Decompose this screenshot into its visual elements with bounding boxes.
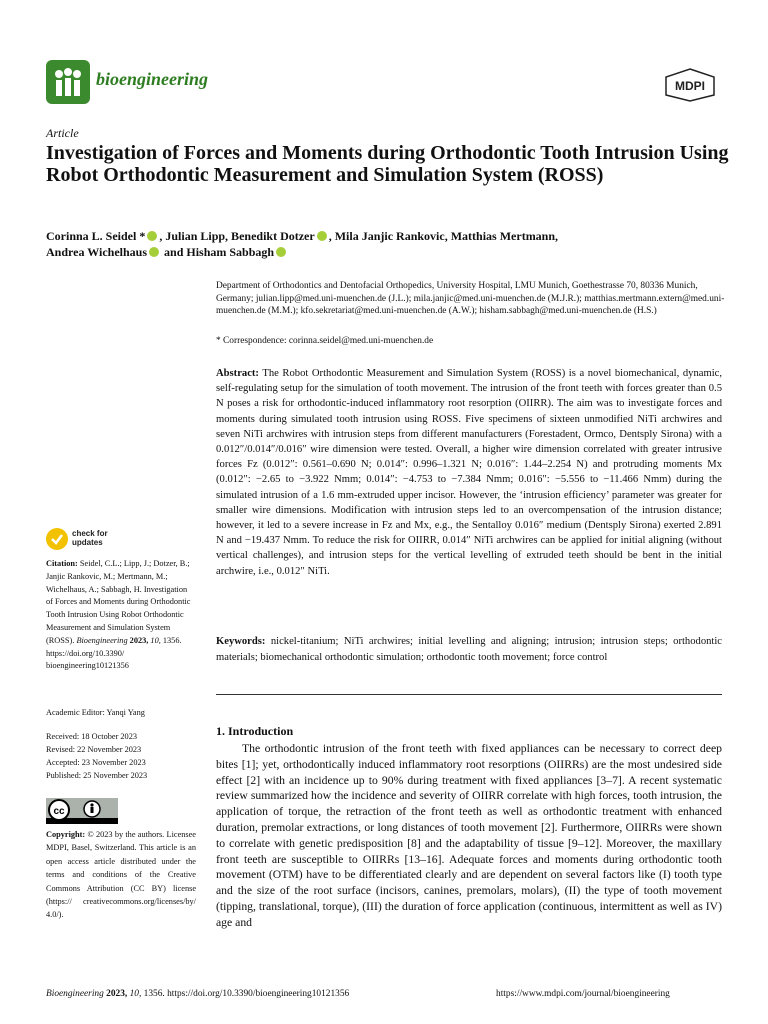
author-list: Corinna L. Seidel * , Julian Lipp, Benedikt Dotzer , Mila Janjic Rankovic, Matthias Mertmann, Andrea Wichelhaus and Hisham Sabbagh bbox=[46, 229, 559, 259]
article-type: Article bbox=[46, 126, 79, 140]
orcid-icon[interactable] bbox=[149, 247, 159, 257]
copyright-notice: Copyright: © 2023 by the authors. Licensee MDPI, Basel, Switzerland. This article is an open access article distributed under the terms and conditions of the Creative Commons Attribution (CC BY) license (https:// creativecommons.org/licenses/by/ 4.0/). bbox=[46, 830, 196, 920]
date-revised: Revised: 22 November 2023 bbox=[46, 745, 142, 754]
author-name[interactable]: Andrea Wichelhaus bbox=[46, 245, 148, 259]
journal-name: bioengineering bbox=[96, 69, 209, 89]
abstract-text: The Robot Orthodontic Measurement and Simulation System (ROSS) is a novel biomechanical, dynamic, self-regulating setup for the simulation of tooth movement. The intrusion of the front teeth with forces greater than 0.5 N poses a risk for orthodontic-induced inflammatory root resorption (OIIRR). The aim was to investigate forces and moments during simulated tooth intrusion using ROSS. Five specimens of sixteen unmodified NiTi archwires and seven NiTi archwires with intrusion steps from different manufacturers (Forestadent, Ormco, Dentsply Sirona) with a 0.012″/0.014″/0.016″ wire dimension were tested. Overall, a higher wire dimension correlated with greater intrusive forces Fz (0.012″: 0.561–0.690 N; 0.014″: 0.996–1.321 N; 0.016″: 1.44–2.254 N) and protruding moments Mx (0.012″: −2.65 to −3.922 Nmm; 0.014″: −4.753 to −7.384 Nmm; 0.016″: −5.556 to −11.466 Nmm) during the simulated intrusion of a 1.6 mm-extruded upper incisor. However, the ‘intrusion efficiency’ parameter was greater for smaller wire dimensions. Modification with intrusion steps led to an overcompensation of the intrusion distance; however, it led to a severe increase in Fz and Mx, e.g., the Sentalloy 0.016″ medium (Dentsply Sirona) exerted 2.891 N and −19.437 Nmm. To reduce the risk for OIIRR, 0.014″ NiTi archwires can be applied for initial aligning (without vertical challenges), and intrusion steps for the vertical levelling of extruded teeth should be bent in the initial archwire, i.e., 0.012″ NiTi. bbox=[216, 368, 722, 577]
introduction-paragraph: The orthodontic intrusion of the front teeth with fixed appliances can be necessary to correct deep bites [1]; yet, orthodontically induced inflammatory root resorptions (OIIRRs) are the most undesired side effect [2] with an incidence up to 90% during treatment with fixed appliances [3–7]. A recent systematic review summarized how the incidence and severity of OIIRR correlate with high forces, tooth intrusion, the application of torque, the retraction of the front teeth as well as orthodontic treatment with enhanced duration, premolar extractions, or long distances of tooth movement [2]. Furthermore, OIIRRs were shown to correlate with genetic predisposition [8] and the adaptability of tissue [9–12]. Moreover, the maxillary front teeth are susceptible to OIIRRs [13–16]. Adequate forces and moments during orthodontic tooth movement (OTM) have to be differentiated clearly and are dependent on several factors like (I) tooth type and the size of the root surface (incisors, canines, premolars, molars), (II) the type of tooth movement (tipping, translational, torque), (III) the duration of force application (continuous, intermittent as well as IV) age and bbox=[216, 742, 722, 929]
svg-text:cc: cc bbox=[53, 806, 65, 817]
abstract bbox=[216, 366, 722, 579]
orcid-icon[interactable] bbox=[147, 231, 157, 241]
article-title: Investigation of Forces and Moments during Orthodontic Tooth Intrusion Using Robot Orthodontic Measurement and Simulation System (ROSS) bbox=[46, 142, 729, 186]
footer-doi-link[interactable]: 1356. https://doi.org/10.3390/bioengineering10121356 bbox=[143, 989, 350, 999]
academic-editor: Academic Editor: Yanqi Yang bbox=[46, 708, 145, 717]
author-name[interactable]: Corinna L. Seidel * bbox=[46, 229, 146, 243]
date-received: Received: 18 October 2023 bbox=[46, 732, 138, 741]
section-heading: 1. Introduction bbox=[216, 724, 294, 738]
check-for-updates-link[interactable]: check for updates bbox=[72, 529, 108, 547]
footer-journal-link[interactable]: https://www.mdpi.com/journal/bioengineering bbox=[496, 989, 670, 999]
publication-dates bbox=[46, 730, 196, 782]
keywords-text: nickel-titanium; NiTi archwires; initial levelling and aligning; intrusion; intrusion steps; orthodontic materials; biomechanical orthodontic simulation; orthodontic tooth movement; force control bbox=[216, 636, 722, 663]
date-accepted: Accepted: 23 November 2023 bbox=[46, 758, 146, 767]
svg-text:MDPI: MDPI bbox=[675, 79, 705, 93]
affiliation: Department of Orthodontics and Dentofacial Orthopedics, University Hospital, LMU Munich, Goethestrasse 70, 80336 Munich, Germany; julian.lipp@med.uni-muenchen.de (J.L.); mila.janjic@med.uni-muenchen.de (M.J.R.); matthias.mertmann.extern@med.uni-muenchen.de (M.M.); kfo.sekretariat@med.uni-muenchen.de (A.W.); hisham.sabbagh@med.uni-muenchen.de (H.S.) bbox=[216, 281, 725, 317]
keywords-label: Keywords: bbox=[216, 636, 266, 647]
citation: Citation: Seidel, C.L.; Lipp, J.; Dotzer, B.; Janjic Rankovic, M.; Mertmann, M.; Wichelhaus, A.; Sabbagh, H. Investigation of Forces and Moments during Orthodontic Tooth Intrusion Using Robot Orthodontic Measurement and Simulation System (ROSS). Bioengineering 2023, 10, 1356. https://doi.org/10.3390/ bioengineering10121356 bbox=[46, 559, 191, 671]
section-divider bbox=[216, 694, 722, 695]
correspondence: * Correspondence: corinna.seidel@med.uni-muenchen.de bbox=[216, 336, 434, 346]
check-for-updates-icon[interactable] bbox=[46, 528, 68, 550]
orcid-icon[interactable] bbox=[317, 231, 327, 241]
cc-by-license-icon[interactable] bbox=[46, 798, 118, 824]
date-published: Published: 25 November 2023 bbox=[46, 771, 148, 780]
abstract-label: Abstract: bbox=[216, 368, 259, 379]
journal-logo bbox=[46, 60, 90, 104]
mdpi-logo bbox=[664, 68, 716, 102]
orcid-icon[interactable] bbox=[276, 247, 286, 257]
keywords bbox=[216, 634, 722, 665]
footer-citation: Bioengineering 2023, 10, 1356. https://doi.org/10.3390/bioengineering10121356 bbox=[46, 989, 350, 999]
citation-doi-link[interactable]: 1356. https://doi.org/10.3390/ bioengineering10121356 bbox=[46, 635, 182, 671]
